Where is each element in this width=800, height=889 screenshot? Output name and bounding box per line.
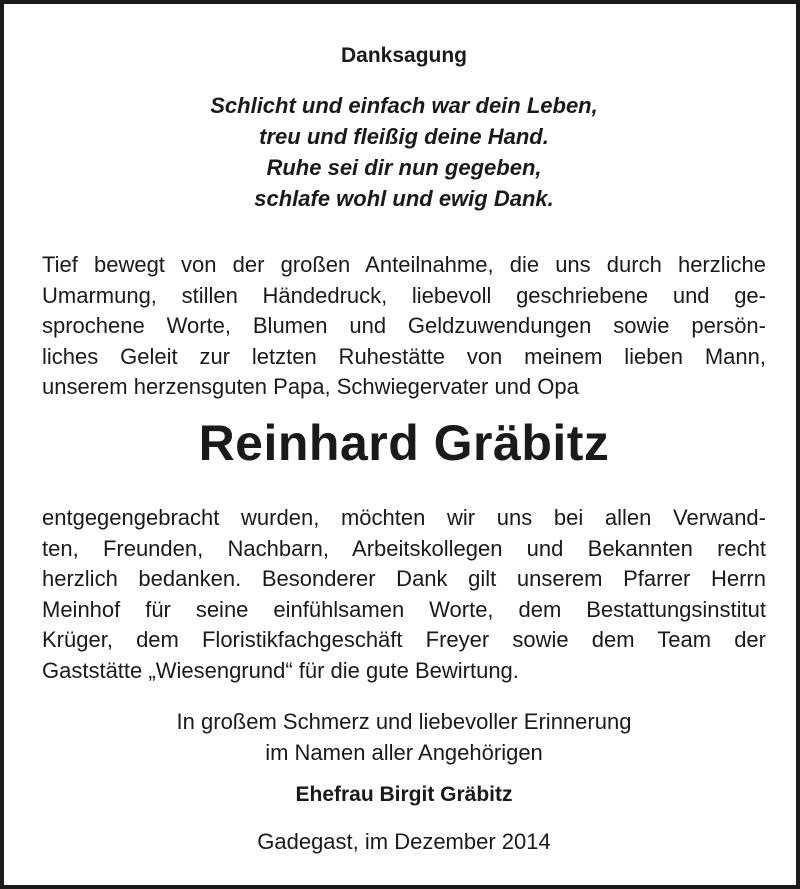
poem-line: schlafe wohl und ewig Dank. <box>254 186 554 211</box>
text-line: ten, Freunden, Nachbarn, Arbeitskollegen und Bekannten recht <box>42 535 766 561</box>
text-line: Tief bewegt von der großen Anteilnahme, die uns durch herzliche <box>42 252 766 277</box>
text-line: herzlich bedanken. Besonderer Dank gilt unserem Pfarrer Herrn <box>42 566 766 591</box>
text-line: Umarmung, stillen Händedruck, liebevoll geschriebene und ge- <box>42 282 766 308</box>
poem <box>42 90 766 214</box>
closing-lines <box>42 706 766 768</box>
place-date: Gadegast, im Dezember 2014 <box>257 829 551 854</box>
notice-heading: Danksagung <box>340 44 468 67</box>
text-line: Gaststätte „Wiesengrund“ für die gute Bewirtung. <box>42 657 519 683</box>
deceased-name: Reinhard Gräbitz <box>198 415 610 471</box>
signer-name: Ehefrau Birgit Gräbitz <box>295 783 513 806</box>
closing-line: im Namen aller Angehörigen <box>265 740 543 765</box>
text-line: entgegengebracht wurden, möchten wir uns bei allen Verwand- <box>42 505 766 530</box>
poem-line: Schlicht und einfach war dein Leben, <box>210 93 598 118</box>
poem-line: Ruhe sei dir nun gegeben, <box>266 155 542 180</box>
thanks-paragraph-intro <box>42 250 766 403</box>
text-line: sprochene Worte, Blumen und Geldzuwendungen sowie persön- <box>42 313 766 338</box>
closing-line: In großem Schmerz und liebevoller Erinnerung <box>176 709 632 734</box>
text-line: Meinhof für seine einfühlsamen Worte, dem Bestattungsinstitut <box>42 596 766 622</box>
thanks-paragraph-main <box>42 503 766 686</box>
text-line: liches Geleit zur letzten Ruhestätte von meinem lieben Mann, <box>42 343 766 369</box>
text-line: unserem herzensguten Papa, Schwiegervater und Opa <box>42 374 579 399</box>
poem-line: treu und fleißig deine Hand. <box>259 124 549 149</box>
text-line: Krüger, dem Floristikfachgeschäft Freyer sowie dem Team der <box>42 627 766 652</box>
